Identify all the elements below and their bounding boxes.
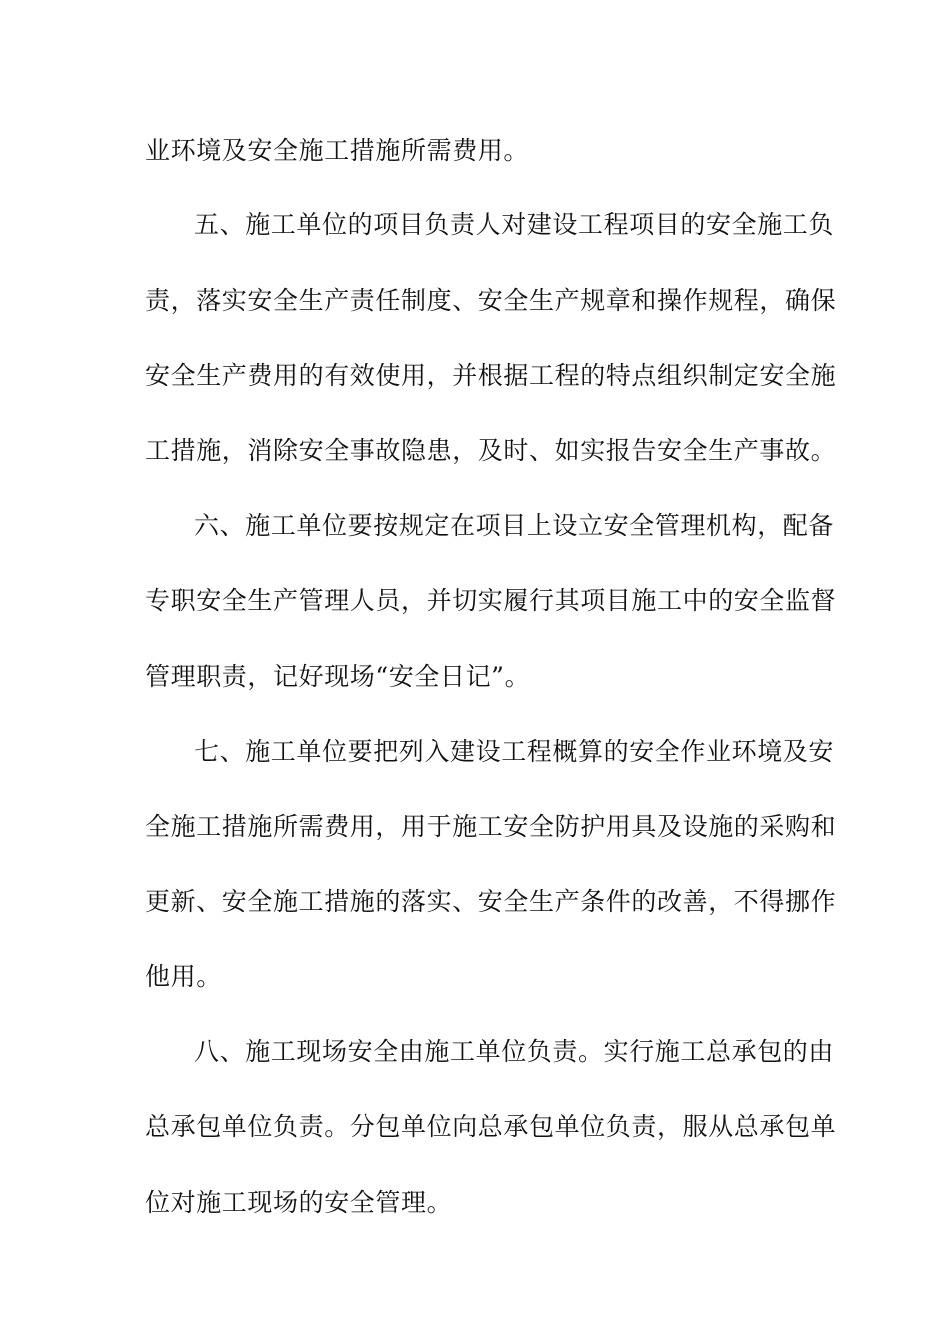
text-line: 位对施工现场的安全管理。 <box>145 1188 453 1217</box>
text-line: 更新、安全施工措施的落实、安全生产条件的改善，不得挪作 <box>145 887 837 916</box>
text-line: 责，落实安全生产责任制度、安全生产规章和操作规程，确保 <box>145 286 837 315</box>
paragraph-start-line: 八、施工现场安全由施工单位负责。实行施工总承包的由 <box>194 1037 835 1066</box>
text-line: 管理职责，记好现场“安全日记”。 <box>145 662 531 691</box>
paragraph-start-line: 七、施工单位要把列入建设工程概算的安全作业环境及安 <box>194 737 835 766</box>
text-line: 全施工措施所需费用，用于施工安全防护用具及设施的采购和 <box>145 812 837 841</box>
text-line: 专职安全生产管理人员，并切实履行其项目施工中的安全监督 <box>145 586 837 615</box>
text-line: 业环境及安全施工措施所需费用。 <box>145 136 530 165</box>
text-line: 总承包单位负责。分包单位向总承包单位负责，服从总承包单 <box>145 1112 837 1141</box>
text-line: 安全生产费用的有效使用，并根据工程的特点组织制定安全施 <box>145 361 837 390</box>
text-line: 他用。 <box>145 962 222 991</box>
paragraph-start-line: 五、施工单位的项目负责人对建设工程项目的安全施工负 <box>194 210 835 239</box>
text-line: 工措施，消除安全事故隐患，及时、如实报告安全生产事故。 <box>145 436 837 465</box>
paragraph-start-line: 六、施工单位要按规定在项目上设立安全管理机构，配备 <box>194 511 835 540</box>
